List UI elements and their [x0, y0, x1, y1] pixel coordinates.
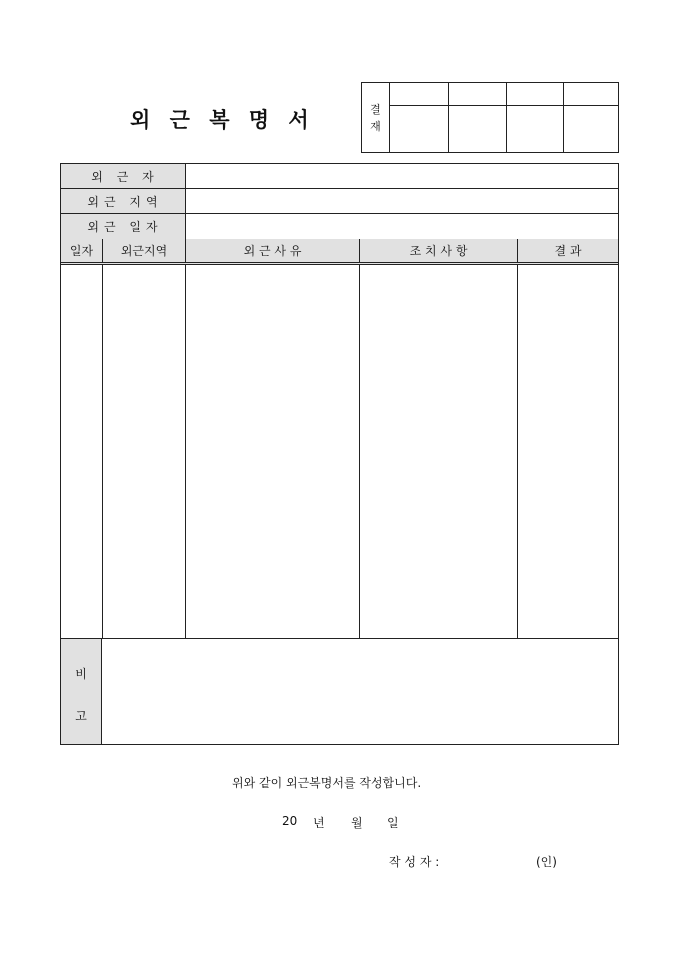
- approval-label-bottom: 재: [370, 119, 381, 133]
- info-label-worker: 외 근 자: [61, 164, 186, 188]
- seal-mark: (인): [536, 855, 557, 869]
- remarks-label-top: 비: [75, 667, 87, 681]
- info-row-region[interactable]: [61, 189, 618, 214]
- author-label: 작 성 자 :: [389, 855, 440, 869]
- remarks-label-bottom: 고: [75, 709, 87, 723]
- column-header-action: 조 치 사 항: [360, 239, 518, 262]
- remarks-row[interactable]: [61, 638, 618, 744]
- column-header-date: 일자: [61, 239, 103, 262]
- approval-divider: [506, 83, 507, 152]
- table-header: [61, 239, 618, 265]
- remarks-label: [61, 639, 102, 744]
- statement-text: 위와 같이 외근복명서를 작성합니다.: [232, 776, 422, 790]
- date-year-label: 년: [313, 816, 325, 830]
- column-divider: [185, 265, 186, 638]
- info-label-region: 외근 지역: [61, 189, 186, 213]
- info-label-date: 외근 일자: [61, 214, 186, 239]
- column-divider: [359, 265, 360, 638]
- column-header-reason: 외 근 사 유: [186, 239, 360, 262]
- column-divider: [102, 265, 103, 638]
- approval-label-top: 결: [370, 102, 381, 116]
- column-divider: [517, 265, 518, 638]
- date-year-prefix: 20: [282, 814, 298, 828]
- report-form: [60, 163, 619, 745]
- approval-box: [361, 82, 619, 153]
- column-header-result: 결 과: [554, 244, 582, 258]
- date-day-label: 일: [387, 816, 399, 830]
- document-title: 외 근 복 명 서: [130, 107, 315, 132]
- approval-divider: [390, 105, 618, 106]
- approval-label: [362, 83, 390, 152]
- date-month-label: 월: [351, 816, 363, 830]
- info-row-date[interactable]: [61, 214, 618, 239]
- approval-divider: [563, 83, 564, 152]
- info-row-worker[interactable]: [61, 164, 618, 189]
- column-header-region: 외근지역: [103, 239, 186, 262]
- approval-divider: [448, 83, 449, 152]
